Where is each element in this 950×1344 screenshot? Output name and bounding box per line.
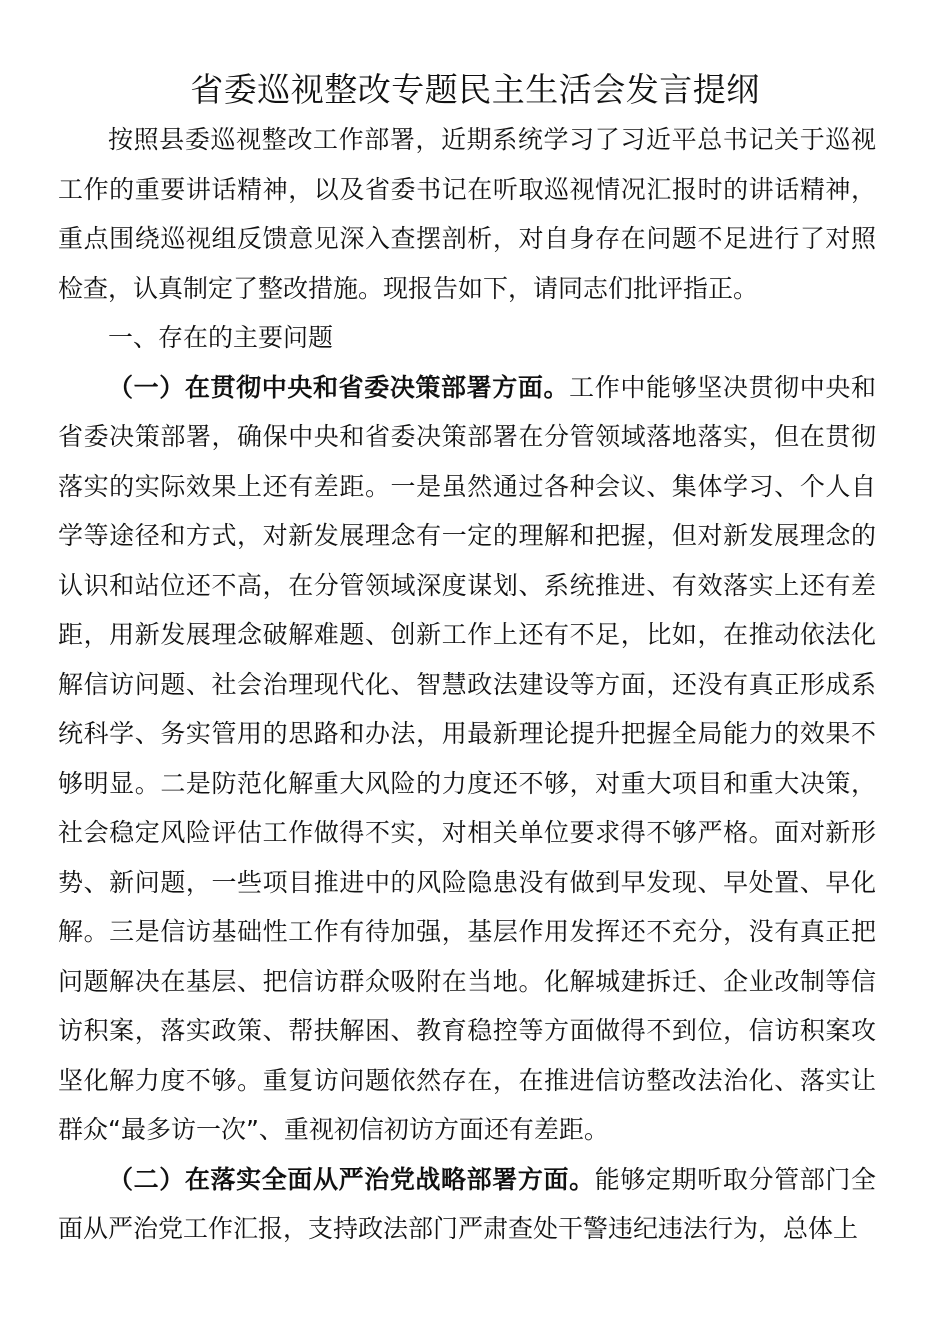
section-heading-problems: 一、存在的主要问题 — [108, 323, 334, 352]
item2-heading: （二）在落实全面从严治党战略部署方面。 — [108, 1164, 595, 1194]
item1-body: 工作中能够坚决贯彻中央和省委决策部署，确保中央和省委决策部署在分管领域落地落实，但在贯彻落实的实际效果上还有差距。一是虽然通过各种会议、集体学习、个人自学等途径和方式，对新发展理念有一定的理解和把握，但对新发展理念的认识和站位还不高，在分管领域深度谋划、系统推进、有效落实上还有差距，用新发展理念破解难题、创新工作上还有不足，比如，在推动依法化解信访问题、社会治理现代化、智慧政法建设等方面，还没有真正形成系统科学、务实管用的思路和办法，用最新理论提升把握全局能力的效果不够明显。二是防范化解重大风险的力度还不够，对重大项目和重大决策，社会稳定风险评估工作做得不实，对相关单位要求得不够严格。面对新形势、新问题，一些项目推进中的风险隐患没有做到早发现、早处置、早化解。三是信访基础性工作有待加强，基层作用发挥还不充分，没有真正把问题解决在基层、把信访群众吸附在当地。化解城建拆迁、企业改制等信访积案，落实政策、帮扶解困、教育稳控等方面做得不到位，信访积案攻坚化解力度不够。重复访问题依然存在，在推进信访整改法治化、落实让群众“最多访一次”、重视初信初访方面还有差距。 — [58, 372, 876, 1144]
intro-paragraph: 按照县委巡视整改工作部署，近期系统学习了习近平总书记关于巡视工作的重要讲话精神，以及省委书记在听取巡视情况汇报时的讲话精神，重点围绕巡视组反馈意见深入查摆剖析，对自身存在问题不足进行了对照检查，认真制定了整改措施。现报告如下，请同志们批评指正。 — [58, 125, 876, 303]
document-title: 省委巡视整改专题民主生活会发言提纲 — [190, 70, 760, 109]
document-body — [58, 115, 876, 1254]
item2-paragraph — [58, 1155, 876, 1254]
item1-paragraph — [58, 363, 876, 1155]
item1-heading: （一）在贯彻中央和省委决策部署方面。 — [108, 372, 570, 402]
item2-body: 能够定期听取分管部门全面从严治党工作汇报，支持政法部门严肃查处干警违纪违法行为，总体上 — [58, 1164, 876, 1243]
